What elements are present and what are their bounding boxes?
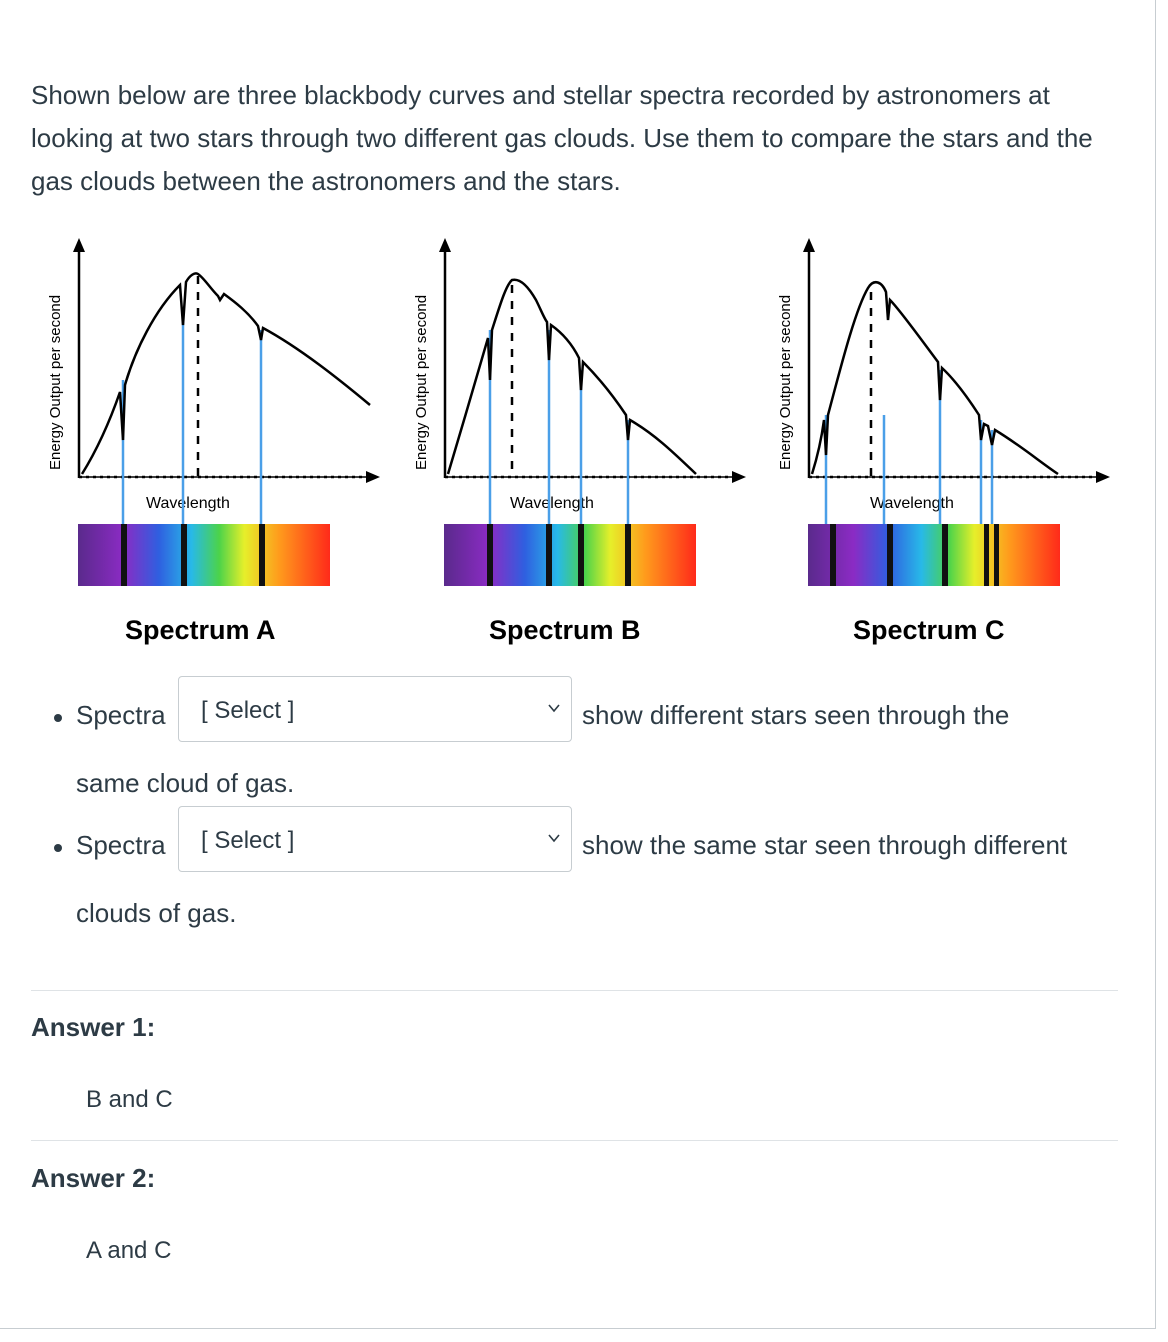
panel-title: Spectrum A xyxy=(125,615,276,645)
answer-2-value: A and C xyxy=(86,1237,172,1264)
x-axis-label: Wavelength xyxy=(510,495,594,512)
bullet-continuation: same cloud of gas. xyxy=(76,768,295,798)
bullet-icon xyxy=(54,714,62,722)
bullet-continuation: clouds of gas. xyxy=(76,898,237,928)
y-axis-label: Energy Output per second xyxy=(413,294,430,470)
absorption-links xyxy=(123,310,261,525)
y-axis-label: Energy Output per second xyxy=(777,294,794,470)
answer-1-label: Answer 1: xyxy=(31,1012,156,1042)
y-axis-arrow-icon xyxy=(803,238,815,252)
spectrum-bar xyxy=(78,524,330,586)
y-axis-label: Energy Output per second xyxy=(47,294,64,470)
answer-1-value: B and C xyxy=(86,1086,173,1113)
spectrum-bar xyxy=(808,524,1060,586)
panel-c xyxy=(777,238,1110,645)
bullet-suffix: show different stars seen through the xyxy=(582,700,1010,730)
spectrum-bar xyxy=(444,524,696,586)
blackbody-curve xyxy=(82,273,370,474)
chevron-down-icon xyxy=(547,831,561,845)
panel-a xyxy=(47,238,380,645)
answer-2-label: Answer 2: xyxy=(31,1163,156,1193)
bullet-suffix: show the same star seen through different xyxy=(582,830,1068,860)
x-axis-arrow-icon xyxy=(732,471,746,483)
panel-title: Spectrum B xyxy=(489,615,641,645)
question-intro: Shown below are three blackbody curves and stellar spectra recorded by astronomers at looking at two stars through two different gas clouds. Use them to compare the stars and the gas clouds between the astronomers and the stars. xyxy=(31,80,1093,196)
select-value: [ Select ] xyxy=(201,697,295,724)
bullet-prefix: Spectra xyxy=(76,700,166,730)
y-axis-arrow-icon xyxy=(73,238,85,252)
divider xyxy=(31,990,1118,991)
x-axis-arrow-icon xyxy=(1096,471,1110,483)
select-value: [ Select ] xyxy=(201,827,295,854)
question-bullets xyxy=(0,670,1155,960)
spectra-figure-svg xyxy=(30,230,1130,660)
blackbody-curve xyxy=(448,280,696,474)
chevron-down-icon xyxy=(547,701,561,715)
bullet-icon xyxy=(54,844,62,852)
y-axis-arrow-icon xyxy=(439,238,451,252)
x-axis-label: Wavelength xyxy=(870,495,954,512)
bullet-prefix: Spectra xyxy=(76,830,166,860)
x-axis-arrow-icon xyxy=(366,471,380,483)
answer-select-1[interactable] xyxy=(178,676,572,742)
x-axis-label: Wavelength xyxy=(146,495,230,512)
divider xyxy=(31,1140,1118,1141)
panel-b xyxy=(413,238,746,645)
answer-select-2[interactable] xyxy=(178,806,572,872)
panel-title: Spectrum C xyxy=(853,615,1005,645)
blackbody-curve xyxy=(812,282,1058,474)
spectra-figure xyxy=(30,230,1130,660)
